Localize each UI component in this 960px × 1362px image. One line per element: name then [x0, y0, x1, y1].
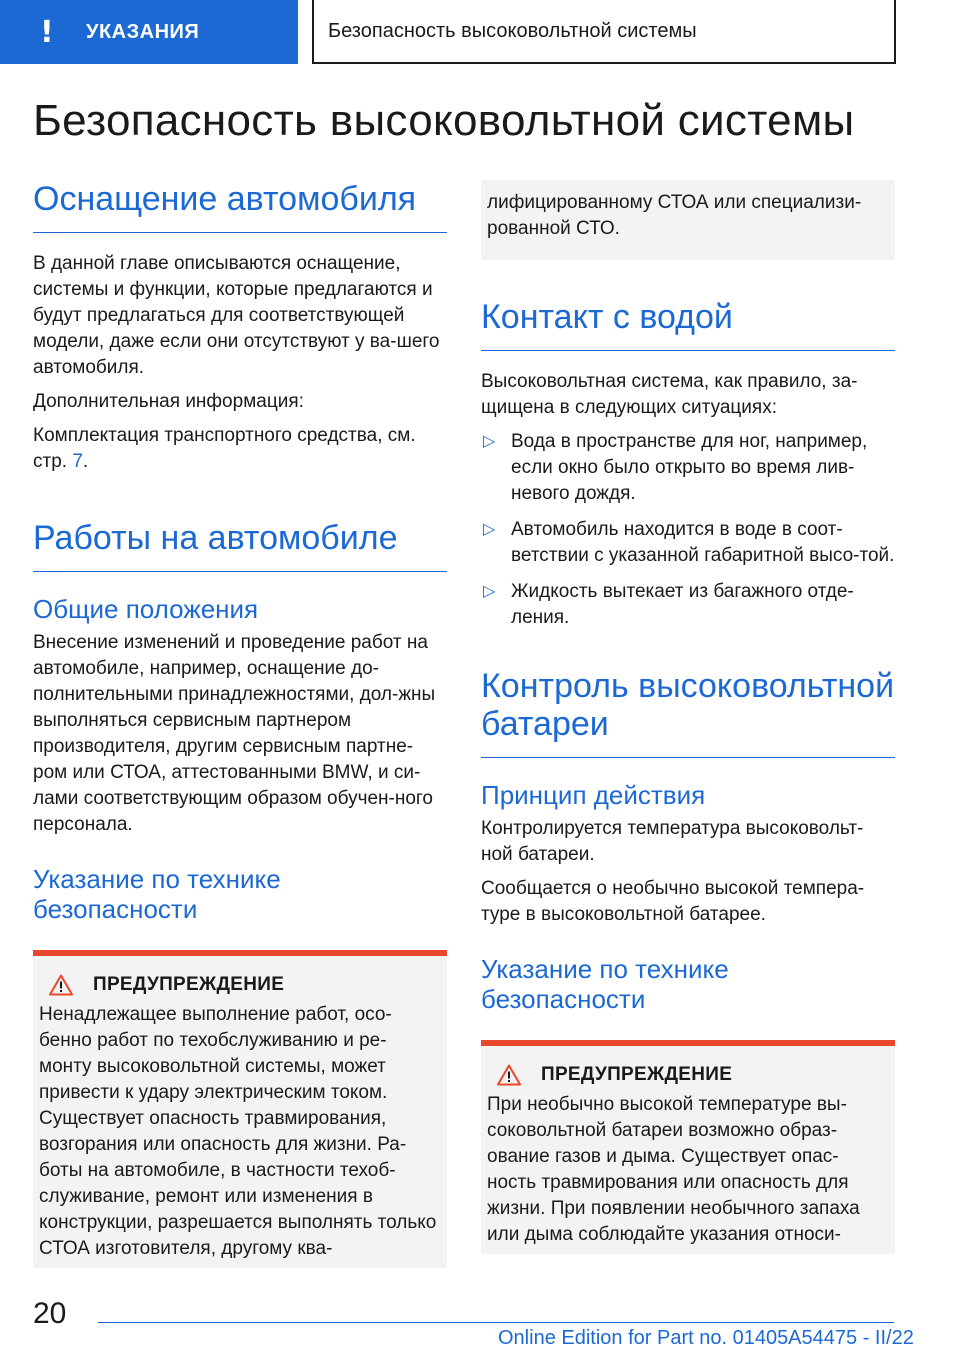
- list-item-text: Жидкость вытекает из багажного отде-ления.: [511, 581, 854, 628]
- principle-paragraph-1: Контролируется температура высоковольт-ной батареи.: [481, 818, 864, 865]
- warning-triangle-icon: [497, 1064, 521, 1086]
- warning-continuation: [481, 180, 895, 260]
- equipment-reference: [33, 423, 447, 475]
- water-heading: Контакт с водой: [481, 298, 733, 336]
- list-item: [481, 429, 895, 507]
- principle-paragraph-2: Сообщается о необычно высокой темпера-туре в высоковольтной батарее.: [481, 878, 865, 925]
- list-item: [481, 579, 895, 631]
- safety-heading: Указание по технике безопасности: [481, 954, 729, 1014]
- water-list: [481, 429, 895, 631]
- equipment-reference-text: Комплектация транспортного средства, см. стр.: [33, 425, 416, 472]
- equipment-heading: Оснащение автомобиля: [33, 180, 417, 218]
- warning-title: ПРЕДУПРЕЖДЕНИЕ: [541, 1064, 733, 1085]
- edition-footer: Online Edition for Part no. 01405A54475 - II/22: [498, 1327, 914, 1349]
- safety-heading: Указание по технике безопасности: [33, 864, 281, 924]
- water-heading-block: [481, 298, 895, 351]
- warning-triangle-icon: [49, 974, 73, 996]
- warning-box: [33, 950, 447, 1268]
- warning-continuation-text: лифицированному СТОА или специализи-рованной СТО.: [487, 192, 862, 239]
- additional-info-label: Дополнительная информация:: [33, 391, 304, 412]
- equipment-reference-end: .: [82, 451, 89, 472]
- section-label: УКАЗАНИЯ: [86, 20, 200, 43]
- section-tab: [0, 0, 298, 64]
- bullet-arrow-icon: ▷: [483, 583, 496, 600]
- work-heading-block: [33, 519, 447, 572]
- left-column: [33, 180, 447, 1268]
- warning-header: [487, 1064, 887, 1086]
- list-item: [481, 517, 895, 569]
- battery-heading: Контроль высоковольтной батареи: [481, 667, 895, 743]
- warning-text: Ненадлежащее выполнение работ, осо-бенно работ по техобслуживанию и ре-монту высоковольтной системы, может привести к удару электрическим током. Существует опасность травмирования, возгорания или опасность для жизни. Ра-боты на автомобиле, в частности техоб-служивание, ремонт или изменения в конструкции, разрешается выполнять только СТОА изготовителя, другому ква-: [39, 1004, 437, 1259]
- equipment-heading-block: [33, 180, 447, 233]
- list-item-text: Автомобиль находится в воде в соот-ветствии с указанной габаритной высо-той.: [511, 519, 895, 566]
- warning-box: [481, 1040, 895, 1254]
- page-link[interactable]: 7: [72, 451, 83, 472]
- warning-header: [39, 974, 439, 996]
- right-column: [481, 180, 895, 1254]
- exclamation-icon: !: [40, 14, 54, 50]
- warning-title: ПРЕДУПРЕЖДЕНИЕ: [93, 974, 285, 995]
- chapter-title: Безопасность высоковольтной системы: [328, 19, 697, 42]
- chapter-tab: [312, 0, 896, 64]
- page-number: 20: [33, 1297, 67, 1330]
- equipment-paragraph: В данной главе описываются оснащение, системы и функции, которые предлагаются и будут предлагаться для соответствующей модели, даже если они отсутствуют у ва-шего автомобиля.: [33, 253, 440, 378]
- page-title: Безопасность высоковольтной системы: [33, 96, 855, 145]
- bullet-arrow-icon: ▷: [483, 521, 496, 538]
- warning-text: При необычно высокой температуре вы-соковольтной батареи возможно образ-ование газов и дыма. Существует опас-ность травмирования или опасность для жизни. При появлении необычного запаха или дыма соблюдайте указания относи-: [487, 1094, 860, 1245]
- water-paragraph: Высоковольтная система, как правило, за-щищена в следующих ситуациях:: [481, 371, 858, 418]
- list-item-text: Вода в пространстве для ног, например, если окно было открыто во время лив-невого дождя.: [511, 431, 868, 504]
- general-heading: Общие положения: [33, 594, 259, 624]
- work-heading: Работы на автомобиле: [33, 519, 398, 557]
- battery-heading-block: [481, 667, 895, 758]
- principle-heading: Принцип действия: [481, 780, 706, 810]
- footer-divider: [98, 1322, 894, 1323]
- general-paragraph: Внесение изменений и проведение работ на автомобиле, например, оснащение до-полнительными принадлежностями, дол-жны выполняться сервисным партнером производителя, другим сервисным партне-ром или СТОА, аттестованными BMW, и си-лами соответствующим образом обучен-ного персонала.: [33, 632, 436, 835]
- bullet-arrow-icon: ▷: [483, 433, 496, 450]
